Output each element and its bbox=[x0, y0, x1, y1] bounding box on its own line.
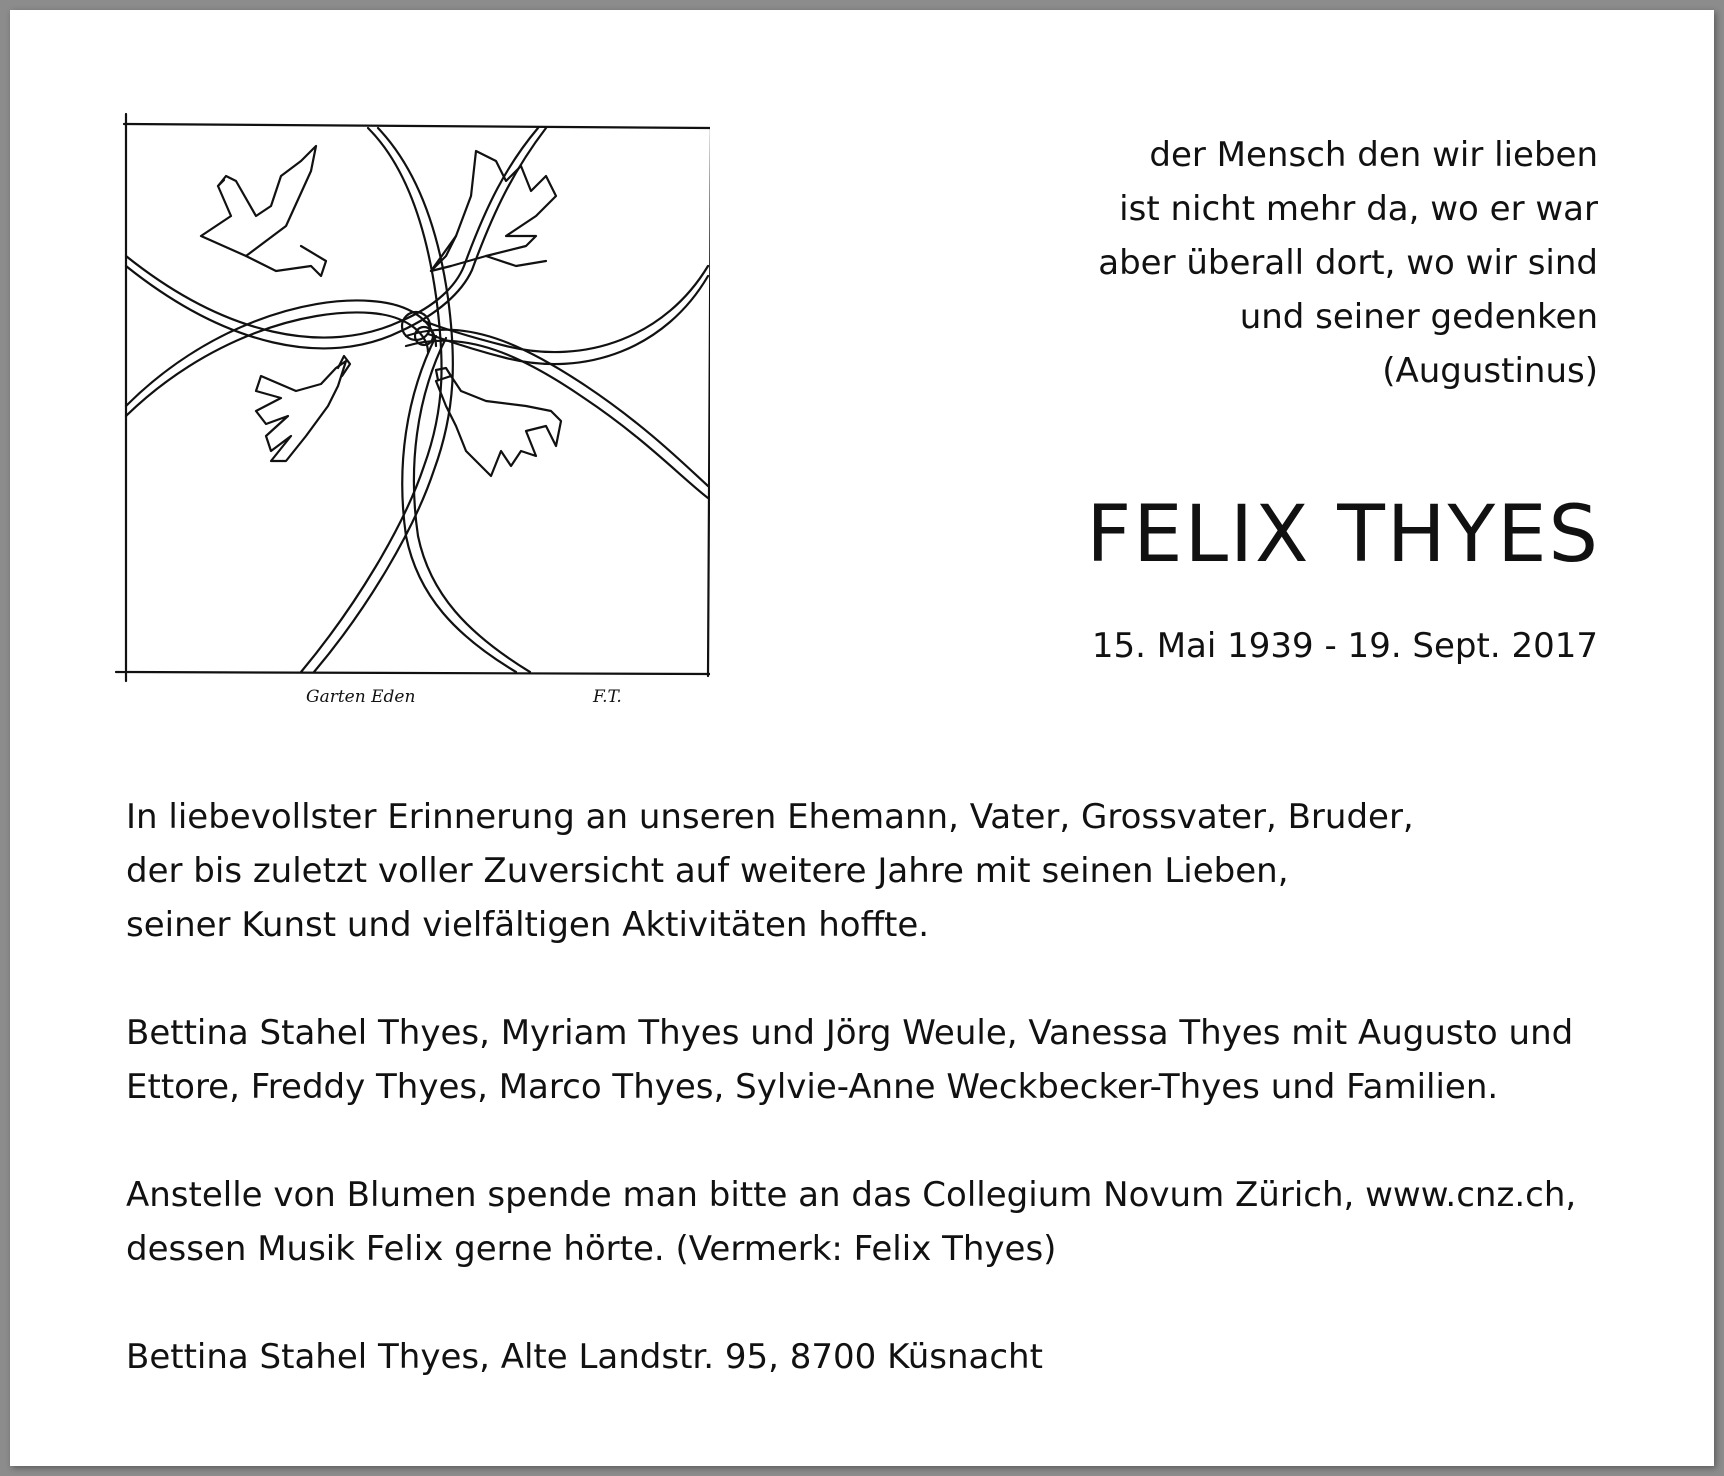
augustinus-quote bbox=[1098, 128, 1598, 398]
paragraph-line: Bettina Stahel Thyes, Alte Landstr. 95, 8700 Küsnacht bbox=[126, 1337, 1043, 1377]
obituary-card bbox=[10, 10, 1714, 1466]
quote-line: der Mensch den wir lieben bbox=[1149, 135, 1598, 175]
family-paragraph bbox=[126, 1006, 1646, 1114]
line-drawing-image bbox=[106, 106, 710, 716]
quote-attribution: (Augustinus) bbox=[1382, 351, 1598, 391]
quote-line: und seiner gedenken bbox=[1239, 297, 1598, 337]
obituary-body bbox=[126, 790, 1646, 1438]
drawing-signature: F.T. bbox=[593, 687, 622, 707]
paragraph-line: In liebevollster Erinnerung an unseren Ehemann, Vater, Grossvater, Bruder, bbox=[126, 797, 1414, 837]
drawing-title: Garten Eden bbox=[306, 687, 416, 707]
deceased-name: FELIX THYES bbox=[1086, 490, 1600, 580]
remembrance-paragraph bbox=[126, 790, 1646, 952]
address-paragraph bbox=[126, 1330, 1646, 1384]
quote-line: aber überall dort, wo wir sind bbox=[1098, 243, 1598, 283]
paragraph-line: Anstelle von Blumen spende man bitte an das Collegium Novum Zürich, www.cnz.ch, bbox=[126, 1175, 1577, 1215]
donation-paragraph bbox=[126, 1168, 1646, 1276]
paragraph-line: Bettina Stahel Thyes, Myriam Thyes und Jörg Weule, Vanessa Thyes mit Augusto und bbox=[126, 1013, 1574, 1053]
paragraph-line: dessen Musik Felix gerne hörte. (Vermerk: Felix Thyes) bbox=[126, 1229, 1057, 1269]
paragraph-line: Ettore, Freddy Thyes, Marco Thyes, Sylvie-Anne Weckbecker-Thyes und Familien. bbox=[126, 1067, 1499, 1107]
garten-eden-drawing bbox=[106, 106, 710, 716]
paragraph-line: der bis zuletzt voller Zuversicht auf weitere Jahre mit seinen Lieben, bbox=[126, 851, 1289, 891]
life-dates: 15. Mai 1939 - 19. Sept. 2017 bbox=[1091, 626, 1598, 666]
paragraph-line: seiner Kunst und vielfältigen Aktivitäten hoffte. bbox=[126, 905, 930, 945]
quote-line: ist nicht mehr da, wo er war bbox=[1119, 189, 1598, 229]
